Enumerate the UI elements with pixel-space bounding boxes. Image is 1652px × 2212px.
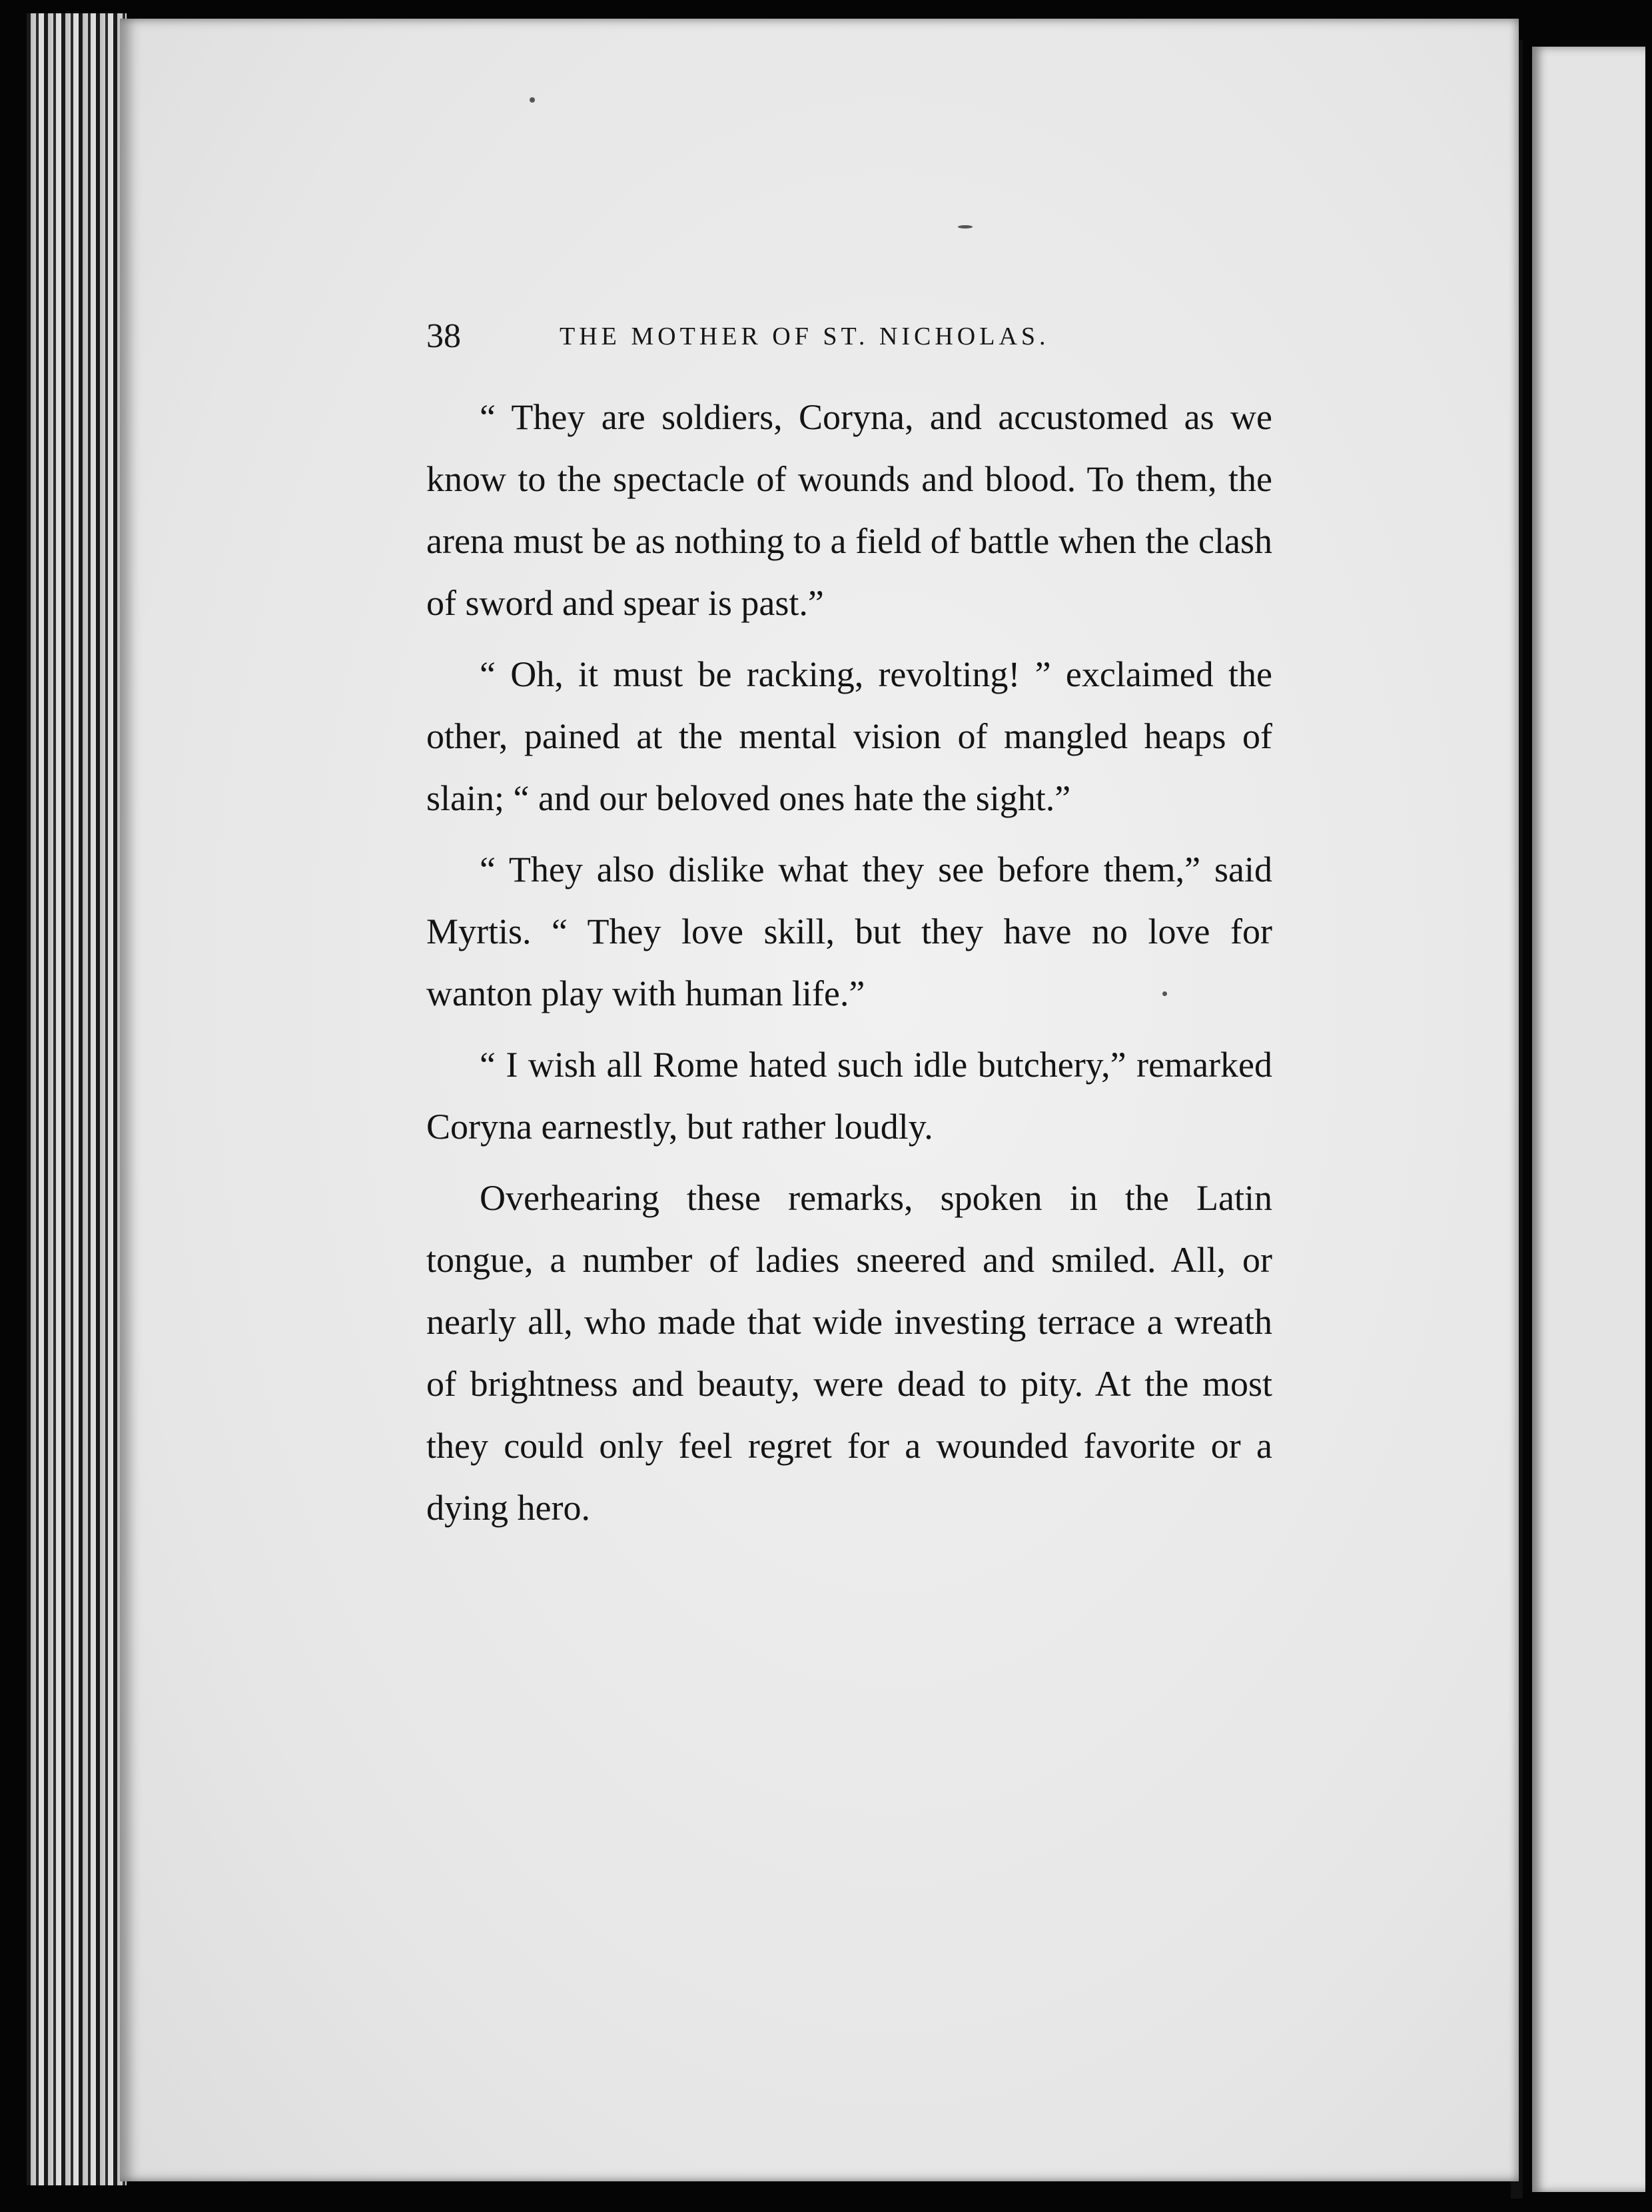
paragraph: “ They are soldiers, Coryna, and accustomed as we know to the spectacle of wounds and blood. To them, the arena must be as nothing to a field of battle when the clash of sword and spear is past.” (426, 397, 1272, 623)
facing-page-edge (1532, 47, 1645, 2192)
paragraph: “ I wish all Rome hated such idle butchery,” remarked Coryna earnestly, but rather loudly. (426, 1045, 1272, 1147)
paper-speck (530, 97, 535, 103)
running-title: THE MOTHER OF ST. NICHOLAS. (560, 322, 1050, 350)
page-edges (27, 13, 127, 2185)
paragraph: Overhearing these remarks, spoken in the Latin tongue, a number of ladies sneered and smiled. All, or nearly all, who made that wide investing terrace a wreath of brightness and beauty, were dead to pity. At the most they could only feel regret for a wounded favorite or a dying hero. (426, 1178, 1272, 1528)
page-number: 38 (426, 317, 461, 355)
body-text (426, 386, 1272, 1548)
paragraph: “ Oh, it must be racking, revolting! ” exclaimed the other, pained at the mental vision of mangled heaps of slain; “ and our beloved ones hate the sight.” (426, 654, 1272, 818)
running-head (426, 313, 1272, 360)
paper-speck (958, 225, 973, 229)
paragraph: “ They also dislike what they see before them,” said Myrtis. “ They love skill, but they have no love for wanton play with human life.” (426, 849, 1272, 1013)
